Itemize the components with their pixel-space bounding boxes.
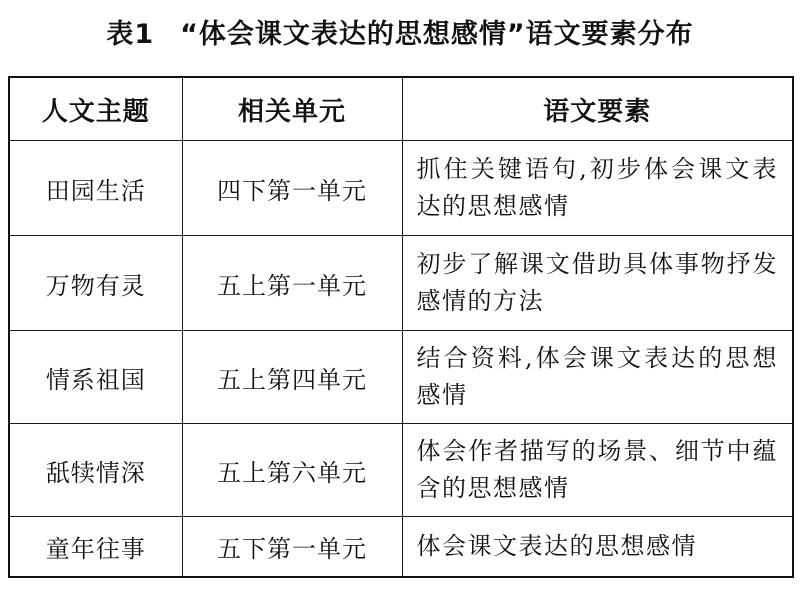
cell-unit: 四下第一单元 <box>182 141 402 236</box>
cell-theme: 田园生活 <box>9 141 182 236</box>
cell-element: 体会课文表达的思想感情 <box>402 517 793 577</box>
header-unit: 相关单元 <box>182 77 402 141</box>
header-row <box>9 77 793 141</box>
element-distribution-table <box>8 76 794 578</box>
cell-element: 结合资料,体会课文表达的思想感情 <box>402 331 793 424</box>
header-theme: 人文主题 <box>9 77 182 141</box>
cell-unit: 五下第一单元 <box>182 517 402 577</box>
table-row <box>9 424 793 517</box>
cell-theme: 情系祖国 <box>9 331 182 424</box>
cell-element: 抓住关键语句,初步体会课文表达的思想感情 <box>402 141 793 236</box>
table-row <box>9 141 793 236</box>
cell-unit: 五上第一单元 <box>182 236 402 331</box>
cell-element: 初步了解课文借助具体事物抒发感情的方法 <box>402 236 793 331</box>
cell-theme: 万物有灵 <box>9 236 182 331</box>
table-title: “体会课文表达的思想感情”语文要素分布 <box>180 18 694 50</box>
table-caption <box>0 8 800 54</box>
table-row <box>9 517 793 577</box>
cell-theme: 童年往事 <box>9 517 182 577</box>
cell-theme: 舐犊情深 <box>9 424 182 517</box>
table-row <box>9 236 793 331</box>
cell-element: 体会作者描写的场景、细节中蕴含的思想感情 <box>402 424 793 517</box>
cell-unit: 五上第四单元 <box>182 331 402 424</box>
table-number: 表1 <box>106 18 155 50</box>
cell-unit: 五上第六单元 <box>182 424 402 517</box>
table-row <box>9 331 793 424</box>
header-element: 语文要素 <box>402 77 793 141</box>
